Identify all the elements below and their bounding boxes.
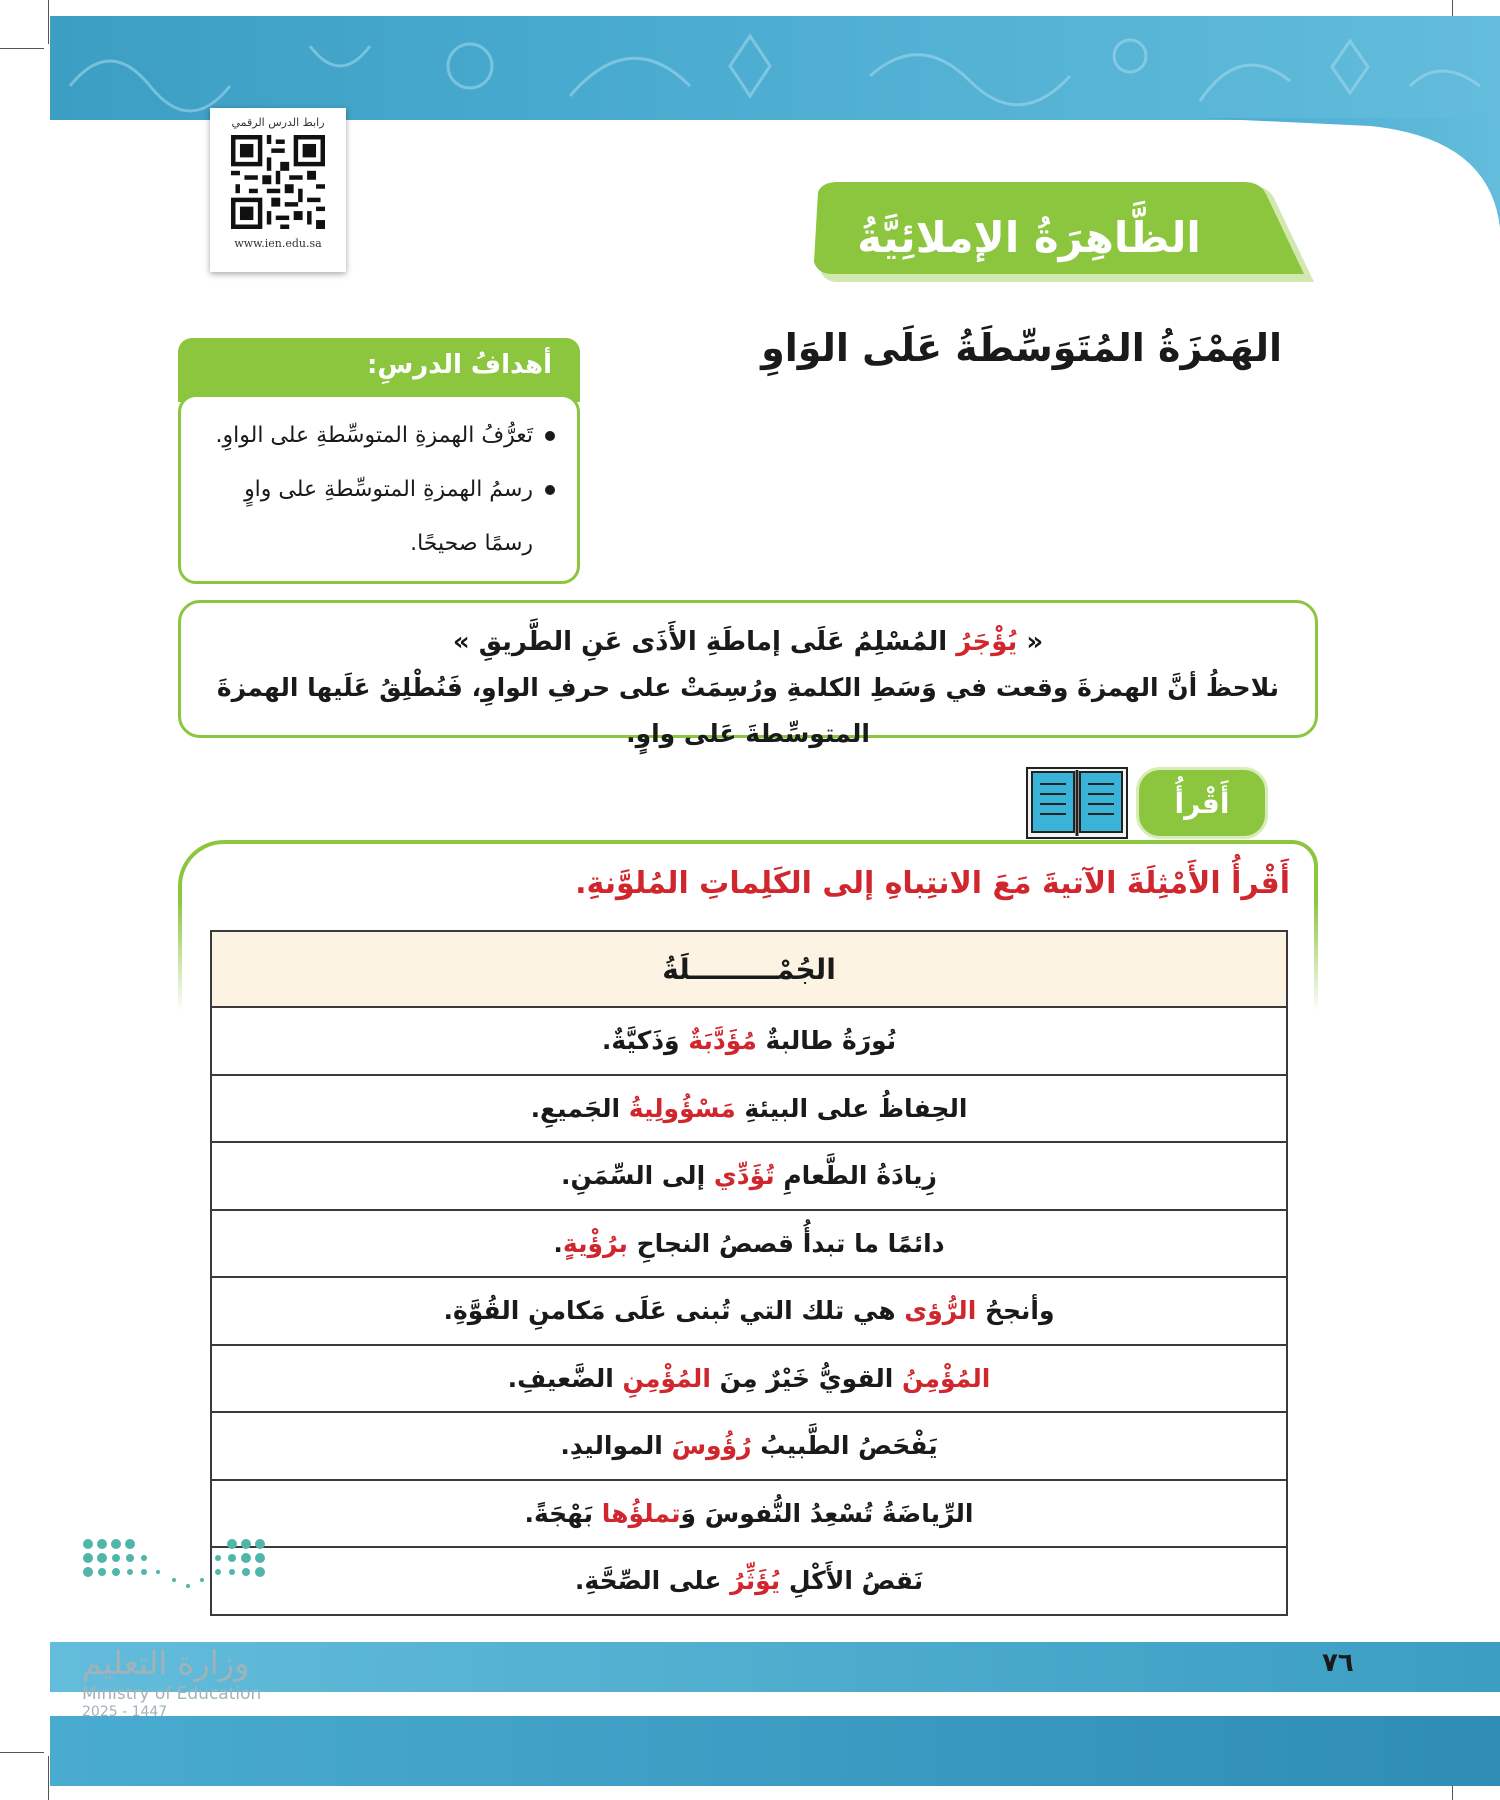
sentence-text: بَهْجَةً. [524,1498,602,1528]
sentence-text: وَذَكيَّةٌ. [601,1026,689,1056]
highlighted-word: يُؤْجَرُ [956,627,1018,657]
objective-item: تَعرُّفُ الهمزةِ المتوسِّطةِ على الواوِ. [195,409,555,463]
qr-card[interactable] [210,108,346,272]
title-ribbon [782,182,1316,286]
sentences-table [210,930,1288,1616]
sentence-text: الحِفاظُ على البيئةِ [735,1093,968,1123]
sentence-text: دائمًا ما تبدأُ قصصُ النجاحِ [627,1228,945,1258]
table-row [211,1480,1287,1548]
quote-text: المُسْلِمُ عَلَى إماطَةِ الأَذَى عَنِ الطَّريقِ [469,627,957,657]
sentence-text: القويُّ خَيْرٌ مِنَ [710,1363,902,1393]
ministry-name-en: Ministry of Education [82,1684,262,1704]
objectives-box [178,338,580,584]
observation-note: نلاحظُ أنَّ الهمزةَ وقعت في وَسَطِ الكلمةِ ورُسِمَتْ على حرفِ الواوِ، فَنُطْلِقُ عَلَيها الهمزةَ المتوسِّطةَ عَلى واوٍ. [216,673,1280,748]
crop-mark [48,1756,49,1800]
footer-band [50,1642,1500,1692]
sentence-text: هي تلك التي تُبنى عَلَى مَكامنِ القُوَّةِ. [443,1296,905,1326]
table-row [211,1007,1287,1075]
highlighted-word: مَسْؤُولِيةُ [628,1093,736,1123]
highlighted-word: المُؤْمِنُ [902,1363,991,1393]
sentence-cell [211,1345,1287,1413]
sentence-text: . [553,1228,563,1258]
crop-mark [48,0,49,44]
sentence-cell [211,1075,1287,1143]
open-book-icon [1026,762,1128,840]
table-row [211,1142,1287,1210]
highlighted-word: رُؤُوسَ [671,1431,752,1461]
table-row [211,1277,1287,1345]
objectives-list [195,409,555,571]
hadith-quote [181,619,1315,665]
sentence-cell [211,1480,1287,1548]
observation-box [178,600,1318,748]
highlighted-word: يُؤَثِّرُ [730,1566,781,1596]
sentence-text: وأنجحُ [976,1296,1055,1326]
sentence-text: زِيادَةُ الطَّعامِ [774,1161,937,1191]
table-header-row [211,931,1287,1007]
read-label: أَقْرأُ [1174,786,1230,820]
objective-item: رسمُ الهمزةِ المتوسِّطةِ على واوٍ رسمًا صحيحًا. [195,463,555,571]
sentence-cell [211,1547,1287,1615]
highlighted-word: برُؤْيةٍ [562,1228,628,1258]
highlighted-word: الرُّؤى [904,1296,977,1326]
lesson-title: الهَمْزَةُ المُتَوَسِّطَةُ عَلَى الوَاوِ [761,326,1282,370]
read-frame-fade [1306,900,1326,1040]
qr-code-icon[interactable] [231,135,325,229]
table-header-cell: الجُمْـــــــــلَةُ [211,931,1287,1007]
sentence-text: نَقصُ الأَكْلِ [780,1566,924,1596]
sentence-text: الضَّعيفِ. [507,1363,623,1393]
highlighted-word: تُؤَدِّي [713,1161,775,1191]
sentence-cell [211,1142,1287,1210]
crop-mark [0,1752,44,1753]
sentence-text: يَفْحَصُ الطَّبيبُ [751,1431,938,1461]
table-row [211,1547,1287,1615]
section-title: الظَّاهِرَةُ الإملائِيَّةُ [857,212,1201,262]
objectives-body [178,394,580,584]
sentence-cell [211,1210,1287,1278]
table-body [211,1007,1287,1615]
page-number: ٧٦ [1322,1648,1354,1678]
ministry-year: 2025 - 1447 [82,1704,168,1720]
qr-url[interactable]: www.ien.edu.sa [234,237,322,250]
table-row [211,1075,1287,1143]
table-row [211,1210,1287,1278]
sentence-cell [211,1007,1287,1075]
sentence-cell [211,1277,1287,1345]
highlighted-word: المُؤْمِنِ [622,1363,711,1393]
table-row [211,1345,1287,1413]
read-instruction: أَقْرأُ الأَمْثِلَةَ الآتيةَ مَعَ الانتِباهِ إلى الكَلِماتِ المُلوَّنةِ. [575,866,1290,901]
footer-strip [50,1716,1500,1786]
qr-caption: رابط الدرس الرقمي [231,116,325,129]
sentence-text: على الصِّحَّةِ. [574,1566,731,1596]
sentence-text: الجَميعِ. [530,1093,629,1123]
quote-close: » [452,627,470,657]
ministry-name-ar: وزارة التعليم [82,1644,250,1682]
quote-open: « [1026,627,1044,657]
header-pattern [50,16,1500,120]
table-row [211,1412,1287,1480]
read-frame-fade [170,900,190,1040]
objectives-title: أهدافُ الدرسِ: [366,350,552,380]
sentence-text: إلى السِّمَنِ. [561,1161,714,1191]
sentence-text: نُورَةُ طالبةٌ [756,1026,897,1056]
header-band [50,16,1500,120]
objectives-header [178,338,580,402]
ministry-logo-icon [78,1524,278,1624]
sentence-text: المواليدِ. [560,1431,672,1461]
highlighted-word: تملؤُها [601,1498,681,1528]
read-tab [1136,767,1268,839]
sentence-text: الرِّياضَةُ تُسْعِدُ النُّفوسَ وَ [680,1498,974,1528]
sentence-cell [211,1412,1287,1480]
highlighted-word: مُؤَدَّبَةٌ [688,1026,757,1056]
crop-mark [0,48,44,49]
